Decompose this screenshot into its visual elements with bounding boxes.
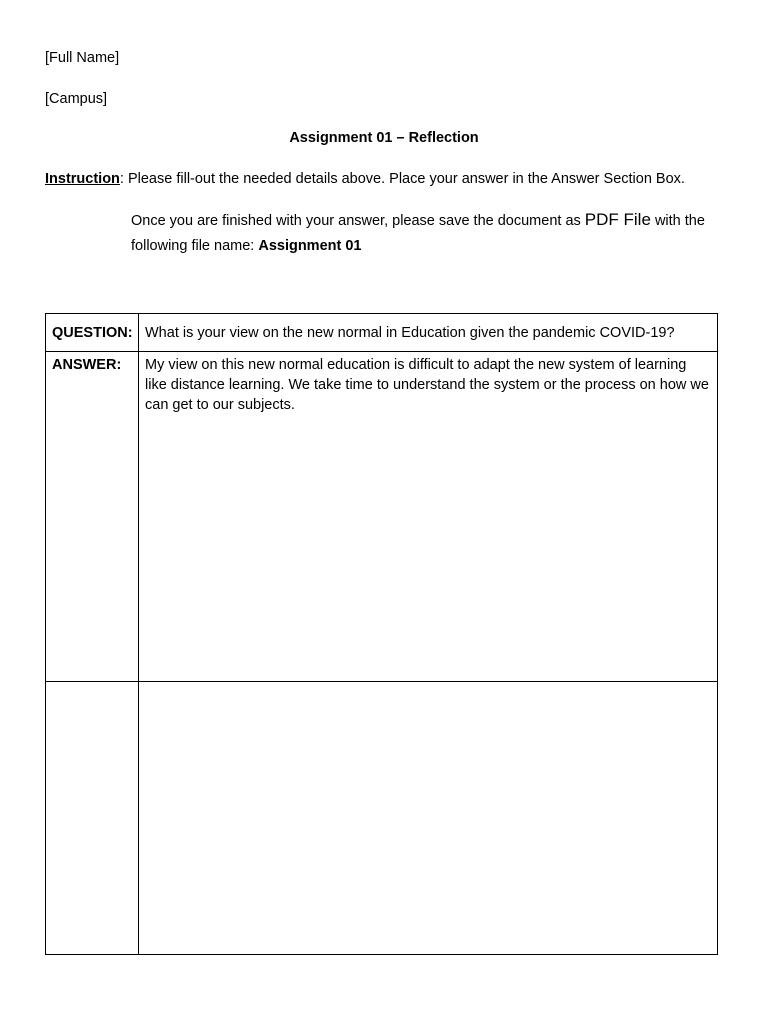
save-text-after: with the — [650, 213, 705, 229]
question-label: QUESTION: — [46, 314, 139, 352]
filename: Assignment 01 — [258, 238, 362, 254]
question-row — [46, 314, 718, 352]
answer-table — [45, 313, 718, 955]
extra-answer-row — [46, 682, 718, 955]
instruction-label: Instruction — [45, 171, 120, 187]
assignment-title: Assignment 01 – Reflection — [289, 130, 479, 146]
extra-answer-cell[interactable] — [139, 682, 718, 955]
campus-placeholder: [Campus] — [45, 91, 108, 107]
answer-text[interactable]: My view on this new normal education is difficult to adapt the new system of learning like distance learning. We take time to understand the system or the process on how we can get to our subjects. — [139, 352, 718, 682]
answer-label: ANSWER: — [46, 352, 139, 682]
question-text: What is your view on the new normal in Education given the pandemic COVID-19? — [139, 314, 718, 352]
extra-label-cell — [46, 682, 139, 955]
answer-row — [46, 352, 718, 682]
save-text-before: Once you are finished with your answer, please save the document as — [131, 213, 585, 229]
full-name-placeholder: [Full Name] — [45, 50, 120, 66]
filename-prefix: following file name: — [131, 238, 259, 254]
save-format: PDF File — [584, 210, 651, 229]
filename-instruction-line — [131, 236, 362, 256]
instruction-paragraph — [45, 169, 685, 189]
instruction-text: : Please fill-out the needed details above. Place your answer in the Answer Section Box. — [119, 171, 685, 187]
save-instruction-line — [131, 210, 705, 231]
